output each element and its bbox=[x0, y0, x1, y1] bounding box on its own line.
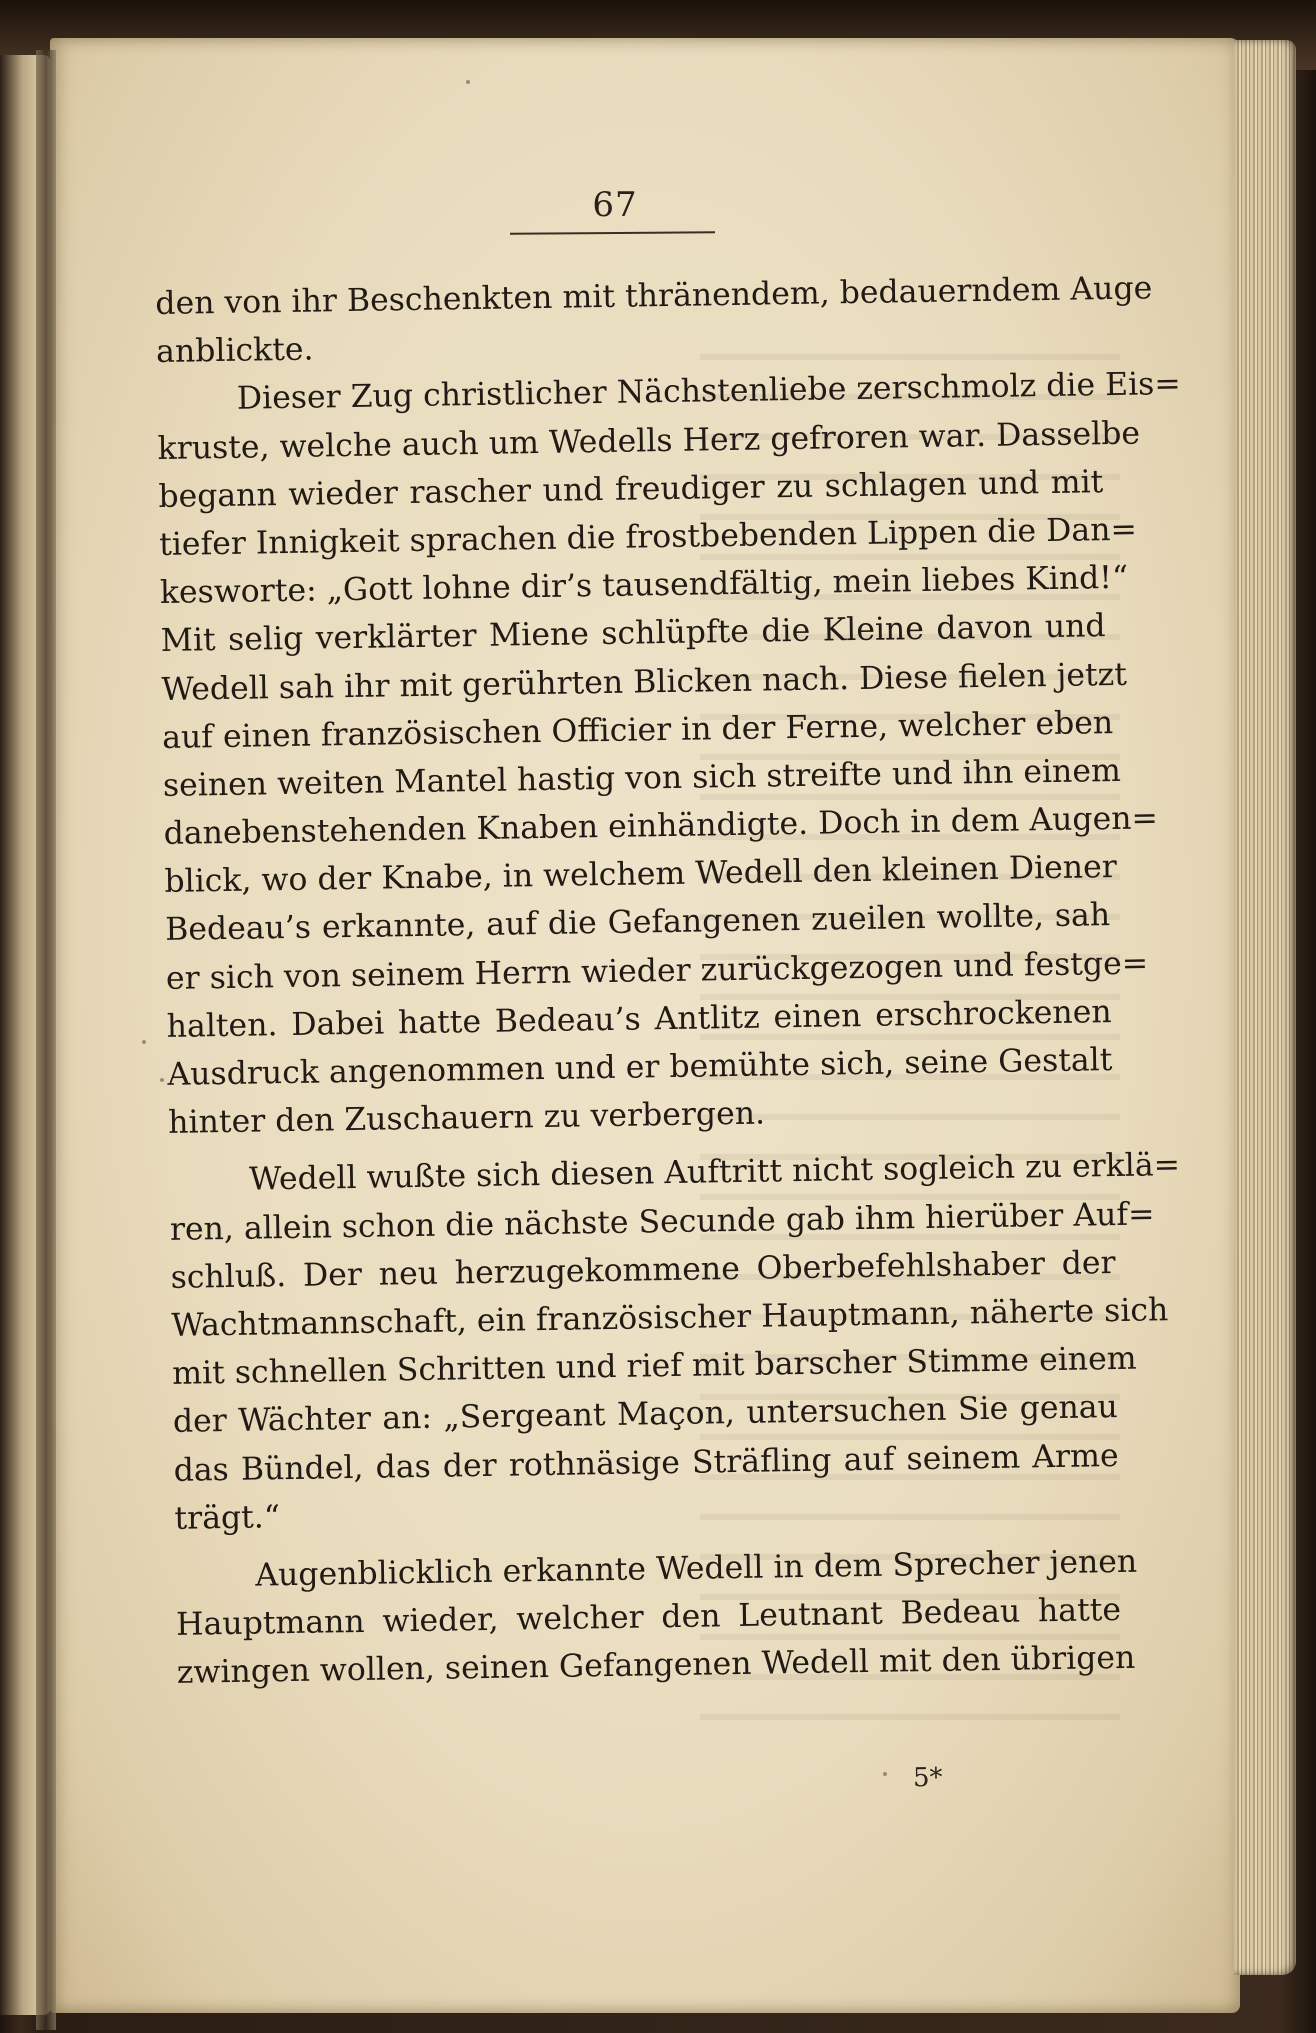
text-line: Hauptmann wieder, welcher den Leutnant Bedeau hatte bbox=[175, 1592, 1122, 1643]
speck bbox=[142, 1040, 146, 1044]
speck bbox=[883, 1772, 887, 1776]
text-line: Wachtmannschaft, ein französischer Hauptmann, näherte sich bbox=[171, 1292, 1169, 1344]
text-line: Bedeau’s erkannte, auf die Gefangenen zueilen wollte, sah bbox=[164, 897, 1111, 949]
text-line: er sich von seinem Herrn wieder zurückgezogen und festge= bbox=[165, 945, 1149, 997]
text-line: schluß. Der neu herzugekommene Oberbefehlshaber der bbox=[170, 1244, 1116, 1296]
text-line: begann wieder rascher und freudiger zu schlagen und mit bbox=[158, 463, 1104, 515]
text-line: seinen weiten Mantel hastig von sich streifte und ihn einem bbox=[162, 752, 1122, 804]
text-line: den von ihr Beschenkten mit thränendem, bedauerndem Auge bbox=[155, 270, 1153, 322]
text-line: Dieser Zug christlicher Nächstenliebe zerschmolz die Eis= bbox=[236, 366, 1182, 418]
page-stack-edge bbox=[1234, 40, 1296, 1975]
text-line: trägt.“ bbox=[174, 1498, 281, 1537]
text-line: danebenstehenden Knaben einhändigte. Doch in dem Augen= bbox=[163, 800, 1159, 852]
book-gutter bbox=[36, 50, 56, 2030]
text-line: blick, wo der Knabe, in welchem Wedell den kleinen Diener bbox=[164, 849, 1118, 901]
text-line: Wedell sah ihr mit gerührten Blicken nach. Diese fielen jetzt bbox=[161, 656, 1128, 708]
page-number: 67 bbox=[592, 185, 638, 225]
signature-mark: 5* bbox=[912, 1762, 943, 1794]
speck bbox=[466, 80, 470, 84]
text-line: Ausdruck angenommen und er bemühte sich, seine Gestalt bbox=[167, 1042, 1113, 1093]
text-line: halten. Dabei hatte Bedeau’s Antlitz einen erschrockenen bbox=[166, 993, 1112, 1045]
text-line: anblickte. bbox=[155, 331, 314, 371]
text-line: mit schnellen Schritten und rief mit barscher Stimme einem bbox=[171, 1340, 1137, 1392]
speck bbox=[160, 1078, 164, 1082]
text-line: das Bündel, das der rothnäsige Sträfling auf seinem Arme bbox=[173, 1437, 1119, 1489]
text-line: kesworte: „Gott lohne dir’s tausendfältig, mein liebes Kind!“ bbox=[159, 559, 1129, 612]
text-line: Augenblicklich erkannte Wedell in dem Sprecher jenen bbox=[255, 1543, 1138, 1594]
text-line: tiefer Innigkeit sprachen die frostbebenden Lippen die Dan= bbox=[158, 511, 1138, 563]
text-line: kruste, welche auch um Wedells Herz gefroren war. Dasselbe bbox=[157, 415, 1141, 467]
text-line: Wedell wußte sich diesen Auftritt nicht sogleich zu erklä= bbox=[248, 1147, 1181, 1199]
text-line: auf einen französischen Officier in der Ferne, welcher eben bbox=[161, 704, 1114, 756]
text-line: hinter den Zuschauern zu verbergen. bbox=[167, 1095, 766, 1142]
body-text bbox=[155, 265, 1182, 1697]
text-line: der Wächter an: „Sergeant Maçon, untersuchen Sie genau bbox=[172, 1389, 1119, 1441]
text-line: Mit selig verklärter Miene schlüpfte die Kleine davon und bbox=[160, 608, 1106, 660]
text-line: ren, allein schon die nächste Secunde gab ihm hierüber Auf= bbox=[169, 1195, 1155, 1248]
text-line: zwingen wollen, seinen Gefangenen Wedell mit den übrigen bbox=[176, 1640, 1136, 1692]
